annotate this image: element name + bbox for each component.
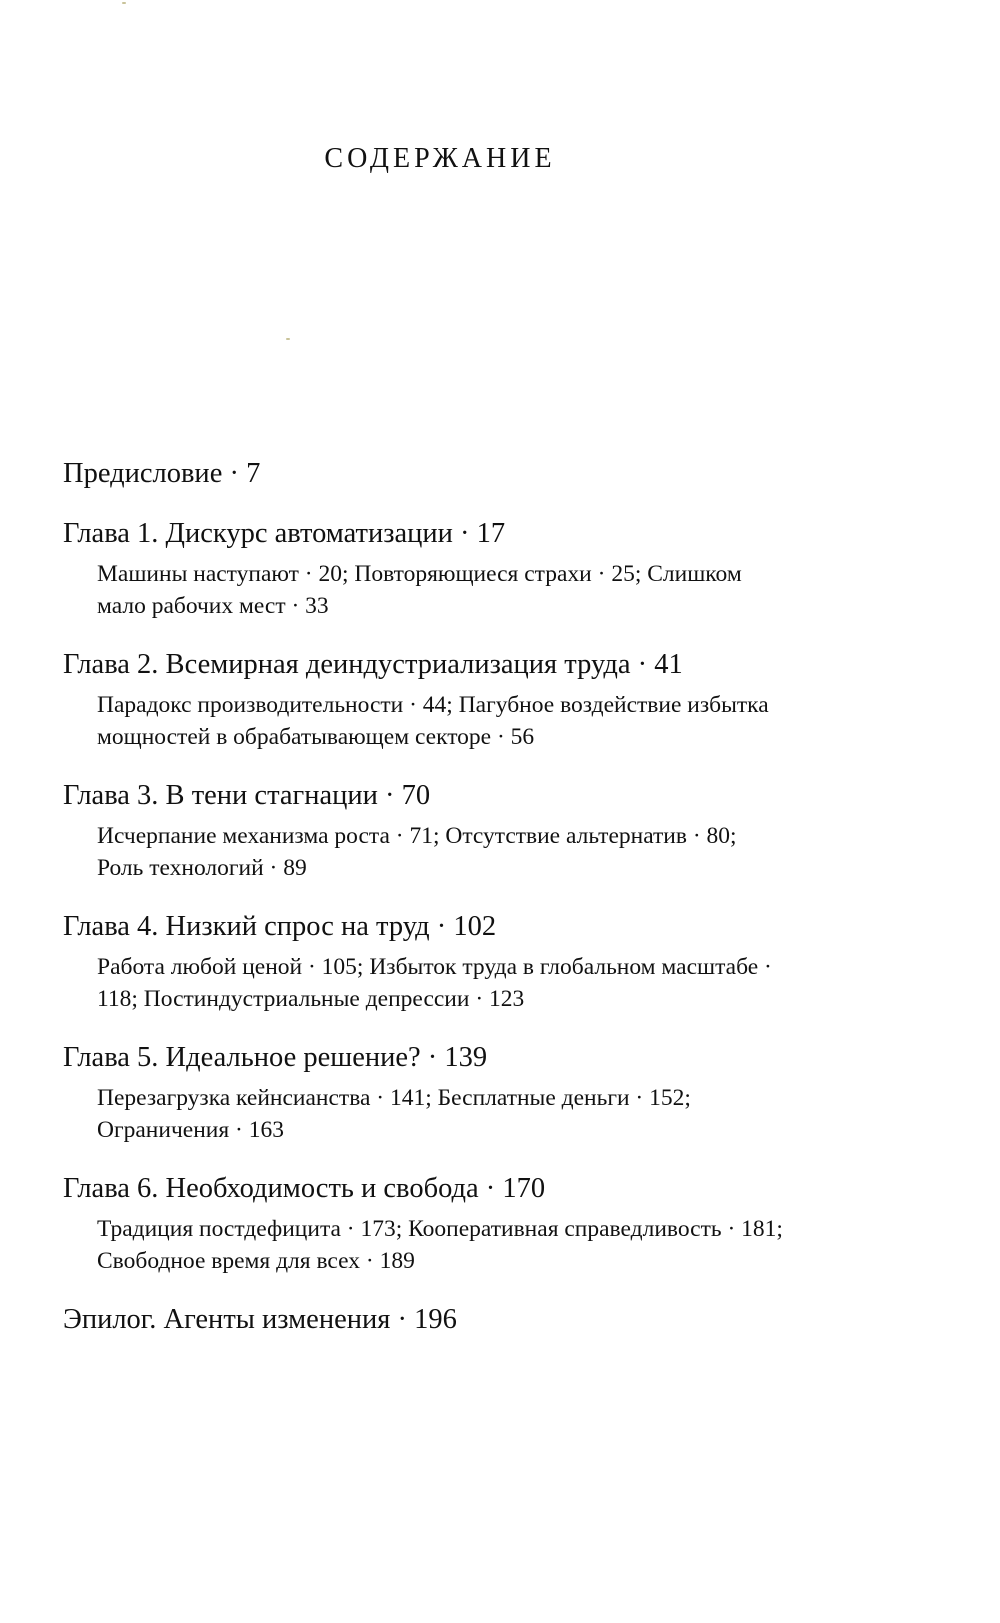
toc-chapter-heading: Глава 2. Всемирная деиндустриализация труда · 41 xyxy=(63,649,683,680)
toc-chapter-3 xyxy=(63,777,943,884)
toc-chapter-heading: Глава 6. Необходимость и свобода · 170 xyxy=(63,1173,546,1204)
toc-chapter-sections: Машины наступают · 20; Повторяющиеся страхи · 25; Слишком мало рабочих мест · 33 xyxy=(97,561,742,619)
toc-chapter-heading: Глава 3. В тени стагнации · 70 xyxy=(63,780,431,811)
page-title: СОДЕРЖАНИЕ xyxy=(324,143,556,174)
toc-chapter-2 xyxy=(63,646,943,753)
toc-chapter-sections: Парадокс производительности · 44; Пагубное воздействие избытка мощностей в обрабатывающем секторе · 56 xyxy=(97,692,769,750)
paper-speck xyxy=(286,338,290,340)
toc-epilogue: Эпилог. Агенты изменения · 196 xyxy=(63,1304,457,1335)
toc-chapter-heading: Глава 4. Низкий спрос на труд · 102 xyxy=(63,911,497,942)
toc-chapter-sections: Исчерпание механизма роста · 71; Отсутствие альтернатив · 80; Роль технологий · 89 xyxy=(97,823,737,881)
table-of-contents xyxy=(63,455,943,1361)
toc-chapter-5 xyxy=(63,1039,943,1146)
toc-chapter-1 xyxy=(63,515,943,622)
toc-chapter-sections: Работа любой ценой · 105; Избыток труда в глобальном масштабе · 118; Постиндустриальные депрессии · 123 xyxy=(97,954,772,1012)
toc-chapter-4 xyxy=(63,908,943,1015)
toc-chapter-sections: Традиция постдефицита · 173; Кооперативная справедливость · 181; Свободное время для всех · 189 xyxy=(97,1216,783,1274)
toc-chapter-sections: Перезагрузка кейнсианства · 141; Бесплатные деньги · 152; Ограничения · 163 xyxy=(97,1085,691,1143)
paper-speck xyxy=(122,2,126,4)
toc-chapter-heading: Глава 5. Идеальное решение? · 139 xyxy=(63,1042,488,1073)
toc-chapter-6 xyxy=(63,1170,943,1277)
toc-chapter-heading: Глава 1. Дискурс автоматизации · 17 xyxy=(63,518,506,549)
toc-preface: Предисловие · 7 xyxy=(63,458,261,489)
